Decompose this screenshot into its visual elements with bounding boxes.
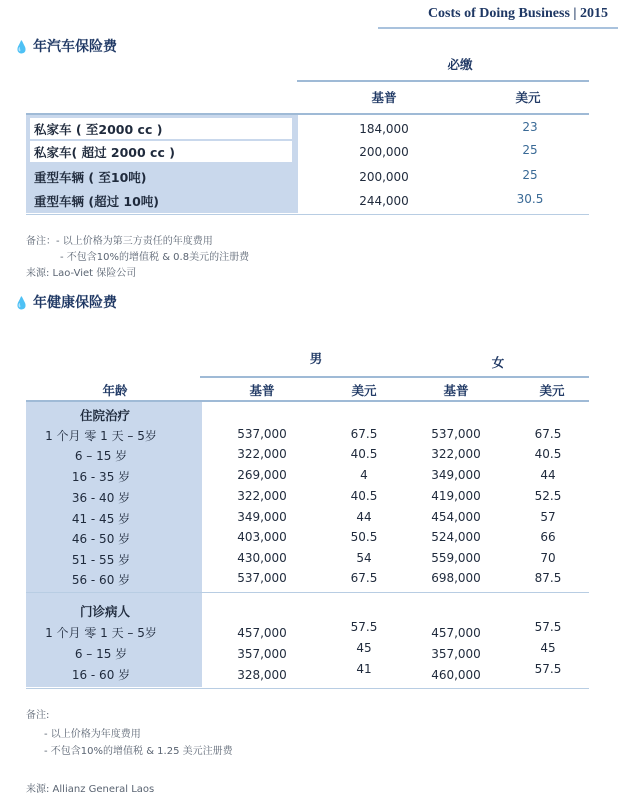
outpatient-female-kip: 460,000 — [431, 668, 481, 682]
outpatient-age: 1 个月 零 1 天 – 5岁 — [45, 626, 157, 640]
inpatient-male-usd: 40.5 — [350, 489, 378, 503]
outpatient-female-kip: 457,000 — [431, 626, 481, 640]
health-note: - 以上价格为年度费用 — [44, 729, 141, 740]
car-table-top-rule — [26, 113, 589, 115]
inpatient-female-kip: 559,000 — [431, 551, 481, 565]
health-col-female-usd: 美元 — [539, 383, 565, 398]
inpatient-male-kip: 349,000 — [237, 510, 287, 524]
outpatient-female-kip: 357,000 — [431, 647, 481, 661]
car-row-kip: 200,000 — [359, 170, 409, 184]
bullet-icon: 💧 — [14, 296, 29, 310]
car-group-header: 必缴 — [447, 57, 473, 72]
health-table-bottom-rule — [26, 688, 589, 689]
inpatient-male-usd: 67.5 — [350, 427, 378, 441]
car-col-basic: 基普 — [371, 90, 397, 105]
inpatient-male-usd: 44 — [356, 510, 372, 524]
inpatient-female-usd: 67.5 — [534, 427, 562, 441]
outpatient-female-usd: 57.5 — [534, 662, 562, 676]
health-col-age: 年龄 — [102, 383, 128, 398]
inpatient-age: 16 - 35 岁 — [71, 470, 131, 484]
inpatient-male-kip: 403,000 — [237, 530, 287, 544]
inpatient-male-usd: 4 — [360, 468, 368, 482]
bullet-icon: 💧 — [14, 40, 29, 54]
car-row-label: 私家车 ( 至2000 cc ) — [34, 122, 163, 137]
inpatient-female-kip: 349,000 — [431, 468, 481, 482]
health-insurance-heading — [14, 292, 117, 312]
inpatient-age: 36 - 40 岁 — [71, 491, 131, 505]
inpatient-female-kip: 698,000 — [431, 571, 481, 585]
page-header-title: Costs of Doing Business | 2015 — [427, 6, 608, 21]
inpatient-female-usd: 87.5 — [534, 571, 562, 585]
outpatient-male-usd: 45 — [356, 641, 372, 655]
inpatient-age: 51 - 55 岁 — [71, 553, 131, 567]
inpatient-age: 6 – 15 岁 — [74, 449, 128, 463]
health-female-header: 女 — [491, 355, 505, 370]
health-col-female-basic: 基普 — [443, 383, 469, 398]
health-note: 备注: — [26, 710, 50, 721]
outpatient-age: 16 - 60 岁 — [71, 668, 131, 682]
inpatient-female-kip: 524,000 — [431, 530, 481, 544]
inpatient-male-kip: 322,000 — [237, 489, 287, 503]
outpatient-female-usd: 57.5 — [534, 620, 562, 634]
car-row-usd: 25 — [522, 143, 538, 157]
outpatient-age: 6 – 15 岁 — [74, 647, 128, 661]
car-note: 备注：- 以上价格为第三方责任的年度费用 — [26, 236, 213, 247]
inpatient-male-usd: 40.5 — [350, 447, 378, 461]
inpatient-male-usd: 54 — [356, 551, 372, 565]
outpatient-male-kip: 457,000 — [237, 626, 287, 640]
health-note: - 不包含10%的增值税 & 1.25 美元注册费 — [44, 746, 233, 757]
car-row-kip: 184,000 — [359, 122, 409, 136]
inpatient-female-usd: 44 — [540, 468, 556, 482]
header-rule — [378, 27, 618, 29]
car-insurance-heading — [14, 36, 117, 56]
inpatient-age: 56 - 60 岁 — [71, 573, 131, 587]
outpatient-label: 门诊病人 — [80, 604, 131, 619]
health-insurance-title: 年健康保险费 — [32, 295, 117, 311]
health-source: 来源: Allianz General Laos — [26, 784, 155, 795]
car-note: - 不包含10%的增值税 & 0.8美元的注册费 — [60, 252, 250, 263]
inpatient-female-kip: 322,000 — [431, 447, 481, 461]
inpatient-age: 41 - 45 岁 — [71, 512, 131, 526]
car-col-usd: 美元 — [515, 90, 541, 105]
car-row-label: 重型车辆 ( 至10吨) — [34, 170, 147, 185]
outpatient-male-usd: 57.5 — [350, 620, 378, 634]
outpatient-male-usd: 41 — [356, 662, 372, 676]
health-section-divider — [26, 592, 589, 593]
inpatient-age: 1 个月 零 1 天 – 5岁 — [45, 429, 157, 443]
health-col-male-usd: 美元 — [351, 383, 377, 398]
inpatient-male-kip: 537,000 — [237, 571, 287, 585]
health-male-header: 男 — [309, 351, 323, 366]
car-table-bottom-rule — [26, 214, 589, 215]
car-row-usd: 25 — [522, 168, 538, 182]
inpatient-male-kip: 430,000 — [237, 551, 287, 565]
inpatient-female-kip: 537,000 — [431, 427, 481, 441]
inpatient-female-usd: 57 — [540, 510, 556, 524]
inpatient-male-usd: 67.5 — [350, 571, 378, 585]
health-table-top-rule — [26, 400, 589, 402]
outpatient-male-kip: 357,000 — [237, 647, 287, 661]
inpatient-female-usd: 70 — [540, 551, 556, 565]
car-insurance-title: 年汽车保险费 — [32, 39, 117, 55]
inpatient-female-kip: 454,000 — [431, 510, 481, 524]
health-gender-rule — [200, 376, 589, 378]
car-row-kip: 244,000 — [359, 194, 409, 208]
health-col-male-basic: 基普 — [249, 383, 275, 398]
inpatient-female-usd: 40.5 — [534, 447, 562, 461]
inpatient-female-kip: 419,000 — [431, 489, 481, 503]
inpatient-male-kip: 537,000 — [237, 427, 287, 441]
inpatient-female-usd: 66 — [540, 530, 556, 544]
outpatient-male-kip: 328,000 — [237, 668, 287, 682]
inpatient-male-kip: 322,000 — [237, 447, 287, 461]
inpatient-female-usd: 52.5 — [534, 489, 562, 503]
car-row-label: 重型车辆 (超过 10吨) — [34, 194, 160, 209]
inpatient-age: 46 - 50 岁 — [71, 532, 131, 546]
inpatient-male-kip: 269,000 — [237, 468, 287, 482]
car-row-usd: 30.5 — [516, 192, 544, 206]
car-row-kip: 200,000 — [359, 145, 409, 159]
inpatient-label: 住院治疗 — [80, 408, 131, 423]
car-source: 来源: Lao-Viet 保险公司 — [26, 268, 137, 279]
car-row-usd: 23 — [522, 120, 538, 134]
car-row-label: 私家车( 超过 2000 cc ) — [34, 145, 175, 160]
car-header-rule — [297, 80, 589, 82]
outpatient-female-usd: 45 — [540, 641, 556, 655]
inpatient-male-usd: 50.5 — [350, 530, 378, 544]
